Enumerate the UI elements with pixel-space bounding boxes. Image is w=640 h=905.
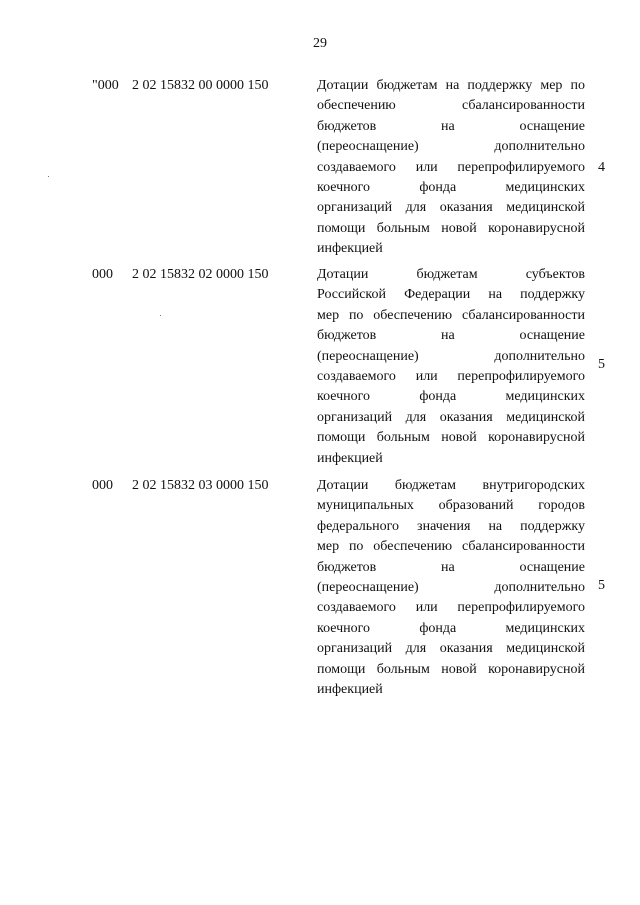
description-line: Дотации бюджетам внутригородских [317, 478, 585, 493]
description-line: Российской Федерации на поддержку [317, 287, 585, 303]
description-line: организаций для оказания медицинской [317, 200, 585, 216]
budget-classification-code: 2 02 15832 02 0000 150 [132, 267, 269, 282]
description-line: инфекцией [317, 450, 383, 466]
description-line: бюджетов на оснащение [317, 328, 585, 344]
page-number: 29 [313, 36, 327, 51]
admin-code: 000 [92, 267, 113, 282]
description-line: мер по обеспечению сбалансированности [317, 307, 585, 323]
description-line: мер по обеспечению сбалансированности [317, 539, 585, 555]
admin-code: "000 [92, 78, 119, 93]
description-line: (переоснащение) дополнительно [317, 139, 585, 155]
description-line: организаций для оказания медицинской [317, 641, 585, 657]
description-line: помощи больным новой коронавирусной [317, 661, 585, 677]
description-line: создаваемого или перепрофилируемого [317, 369, 585, 385]
description-line: помощи больным новой коронавирусной [317, 220, 585, 236]
description-line: инфекцией [317, 241, 383, 257]
amount-value: 4 [598, 160, 605, 175]
description-line: организаций для оказания медицинской [317, 409, 585, 425]
scan-speck [160, 315, 161, 316]
scan-speck [48, 176, 49, 177]
description-line: бюджетов на оснащение [317, 118, 585, 134]
description-line: Дотации бюджетам субъектов [317, 267, 585, 282]
description-line: инфекцией [317, 682, 383, 698]
amount-value: 5 [598, 578, 605, 593]
row-description [317, 76, 585, 260]
description-line: бюджетов на оснащение [317, 559, 585, 575]
amount-value: 5 [598, 357, 605, 372]
description-line: создаваемого или перепрофилируемого [317, 159, 585, 175]
description-line: создаваемого или перепрофилируемого [317, 600, 585, 616]
description-line: (переоснащение) дополнительно [317, 580, 585, 596]
description-line: коечного фонда медицинских [317, 180, 585, 196]
budget-classification-code: 2 02 15832 00 0000 150 [132, 78, 269, 93]
description-line: муниципальных образований городов [317, 498, 585, 514]
budget-classification-code: 2 02 15832 03 0000 150 [132, 478, 269, 493]
row-description [317, 476, 585, 700]
description-line: обеспечению сбалансированности [317, 98, 585, 114]
description-line: коечного фонда медицинских [317, 620, 585, 636]
description-line: помощи больным новой коронавирусной [317, 430, 585, 446]
description-line: (переоснащение) дополнительно [317, 348, 585, 364]
description-line: Дотации бюджетам на поддержку мер по [317, 78, 585, 93]
description-line: федерального значения на поддержку [317, 518, 585, 534]
row-description [317, 265, 585, 469]
description-line: коечного фонда медицинских [317, 389, 585, 405]
admin-code: 000 [92, 478, 113, 493]
